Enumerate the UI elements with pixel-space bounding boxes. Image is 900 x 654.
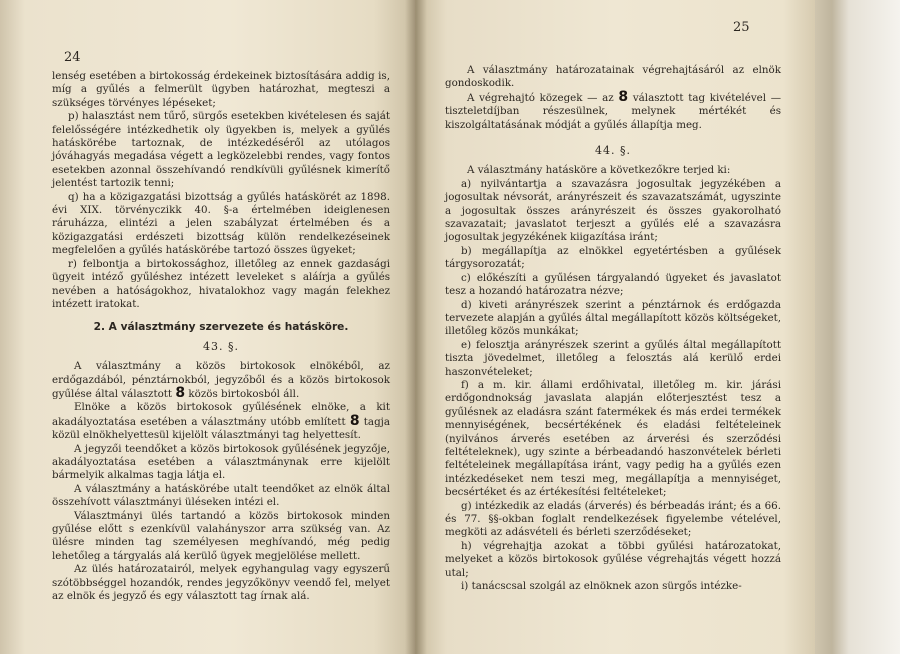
paragraph: A választmány határozatainak végrehajtásáról az elnök gondoskodik. [445,64,781,90]
paragraph-text: közös birtokosból áll. [188,387,300,400]
paragraph-text: választott tag kivételével — tiszteletdíjban részesülnek, melynek mértékét és kiszolgáltatásának módját a gyűlés állapítja meg. [445,91,781,131]
paragraph [52,360,390,401]
handwritten-digit: 8 [618,88,629,105]
paragraph: A választmány hatásköre a következőkre terjed ki: [467,164,731,177]
page-text [52,70,390,603]
page-number: 25 [733,20,750,35]
list-item-r: r) felbontja a birtokossághoz, illetőleg az ennek gazdasági ügyeit intéző gyűléshez intézett leveleket s aláírja a gyűlés nevében a hatóságokhoz, hivatalokhoz vagy magán felekhez intézett iratokat. [52,257,390,310]
list-item-b: b) megállapítja az elnökkel egyetértésben a gyűlések tárgysorozatát; [445,244,781,271]
page-number: 24 [64,50,81,65]
right-page [415,0,815,654]
list-item-e: e) felosztja arányrészek szerint a gyűlés által megállapított tiszta jövedelmet, illetőleg a felosztás alá kerülő erdei haszonvételeket; [445,338,781,378]
paragraph: A választmány a hatáskörébe utalt teendőket az elnök által összehívott választmányi üléseken intézi el. [52,482,390,509]
paragraph [445,88,781,132]
handwritten-digit: 8 [349,412,360,429]
paragraph: A jegyzői teendőket a közös birtokosok gyűlésének jegyzője, akadályoztatása esetében a választmánynak erre kijelölt bármelyik alkalmas tagja látja el. [52,442,390,482]
paragraph: Az ülés határozatairól, melyek egyhangulag vagy egyszerű szótöbbséggel hozandók, rendes jegyzőkönyv veendő fel, melyet az elnök és jegyző és egy választott tag írnak alá. [52,563,390,603]
list-item-d: d) kiveti arányrészek szerint a pénztárnok és erdőgazda tervezete alapján a gyűlés által megállapított közös költségeket, illetőleg közös munkákat; [445,298,781,338]
book-gutter [405,0,427,654]
list-item-p: p) halasztást nem tűrő, sürgős esetekben kivételesen és saját felelősségére intézkedhetik oly ügyekben is, melyek a gyűlés hatáskörébe tartoznak, de intézkedéséről az utólagos jóváhagyás megadása végett a legközelebbi rendes, vagy fontos esetekben azonnal összehívandó rendkívüli gyűlésnek kimerítő jelentést tartozik tenni; [52,110,390,190]
list-item-i: i) tanácscsal szolgál az elnöknek azon sürgős intézke- [461,580,742,593]
page-edge [815,0,900,654]
paragraph-text: Elnöke a közös birtokosok gyűlésének elnöke, a kit akadályoztatása esetében a választmány utóbb említett [52,401,390,428]
page-text [445,64,781,593]
paragraph-text: A választmány a közös birtokosok elnökéből, az erdőgazdából, pénztárnokból, jegyzőből és a közös birtokosok gyűlése által választott [52,360,390,400]
left-page [0,0,415,654]
paragraph [52,401,390,442]
section-number: 43. §. [203,339,239,353]
paragraph-text: tagja közül elnökhelyettesül kijelölt választmányi tag helyettesít. [52,415,390,442]
list-item-c: c) előkészíti a gyűlésen tárgyalandó ügyeket és javaslatot tesz a hozandó határozatra nézve; [445,271,781,298]
list-item-a: a) nyilvántartja a szavazásra jogosultak jegyzékében a jogosultak névsorát, arányrészeit és szavazatszámát, ugyszinte a jogosultak összes arányrészeit és összes gyakorolható szavazatait; javaslatot terjeszt a gyűlés elé a szavazásra jogosultak jegyzékének kiigazítása iránt; [445,177,781,244]
paragraph-text: A végrehajtó közegek — az [467,91,614,104]
section-heading: 2. A választmány szervezete és hatásköre. [93,321,349,334]
list-item-q: q) ha a közigazgatási bizottság a gyűlés hatáskörét az 1898. évi XIX. törvényczikk 40. §-a értelmében ideiglenesen ráruházza, elintézi a jelen szabályzat értelmében és a közigazgatási erdészeti bizottság külön rendelkezéseinek megfelelően a gyűlés hatáskörébe tartozó összes ügyeket; [52,190,390,257]
paragraph: lenség esetében a birtokosság érdekeinek biztosítására addig is, míg a gyűlés a felmerült ügyben határozhat, megteszi a szükséges törvényes lépéseket; [52,70,390,109]
list-item-h: h) végrehajtja azokat a többi gyűlési határozatokat, melyeket a közös birtokosok gyűlése végrehajtás végett hozzá utal; [445,539,781,579]
handwritten-digit: 8 [175,384,186,401]
section-number: 44. §. [595,144,631,158]
paragraph: Választmányi ülés tartandó a közös birtokosok minden gyűlése előtt s ezenkívül valahányszor arra szükség van. Az ülésre minden tag személyesen meghívandó, még pedig lehetőleg a tárgyalás alá kerülő ügyek megjelölése mellett. [52,509,390,562]
list-item-f: f) a m. kir. állami erdőhivatal, illetőleg m. kir. járási erdőgondnokság javaslata alapján előterjesztést tesz a gyűlésnek az eladásra szánt fatermékek és más erdei termékek mennyiségének, becsértékének és eladási feltételeinek (nyilvános árverés esetében az árverési és szerződési feltételeknek), ugy szinte a bérbeadandó haszonvételek bérleti feltételeinek megállapítása iránt, vagy pedig ha a gyűlés ezen intézkedéseket nem teszi meg, megállapítja a mennyiséget, becsértéket és az értékesítési feltételeket; [445,378,781,499]
list-item-g: g) intézkedik az eladás (árverés) és bérbeadás iránt; és a 66. és 77. §§-okban foglalt rendelkezések figyelembe vételével, megköti az adásvételi és bérleti szerződéseket; [445,499,781,539]
